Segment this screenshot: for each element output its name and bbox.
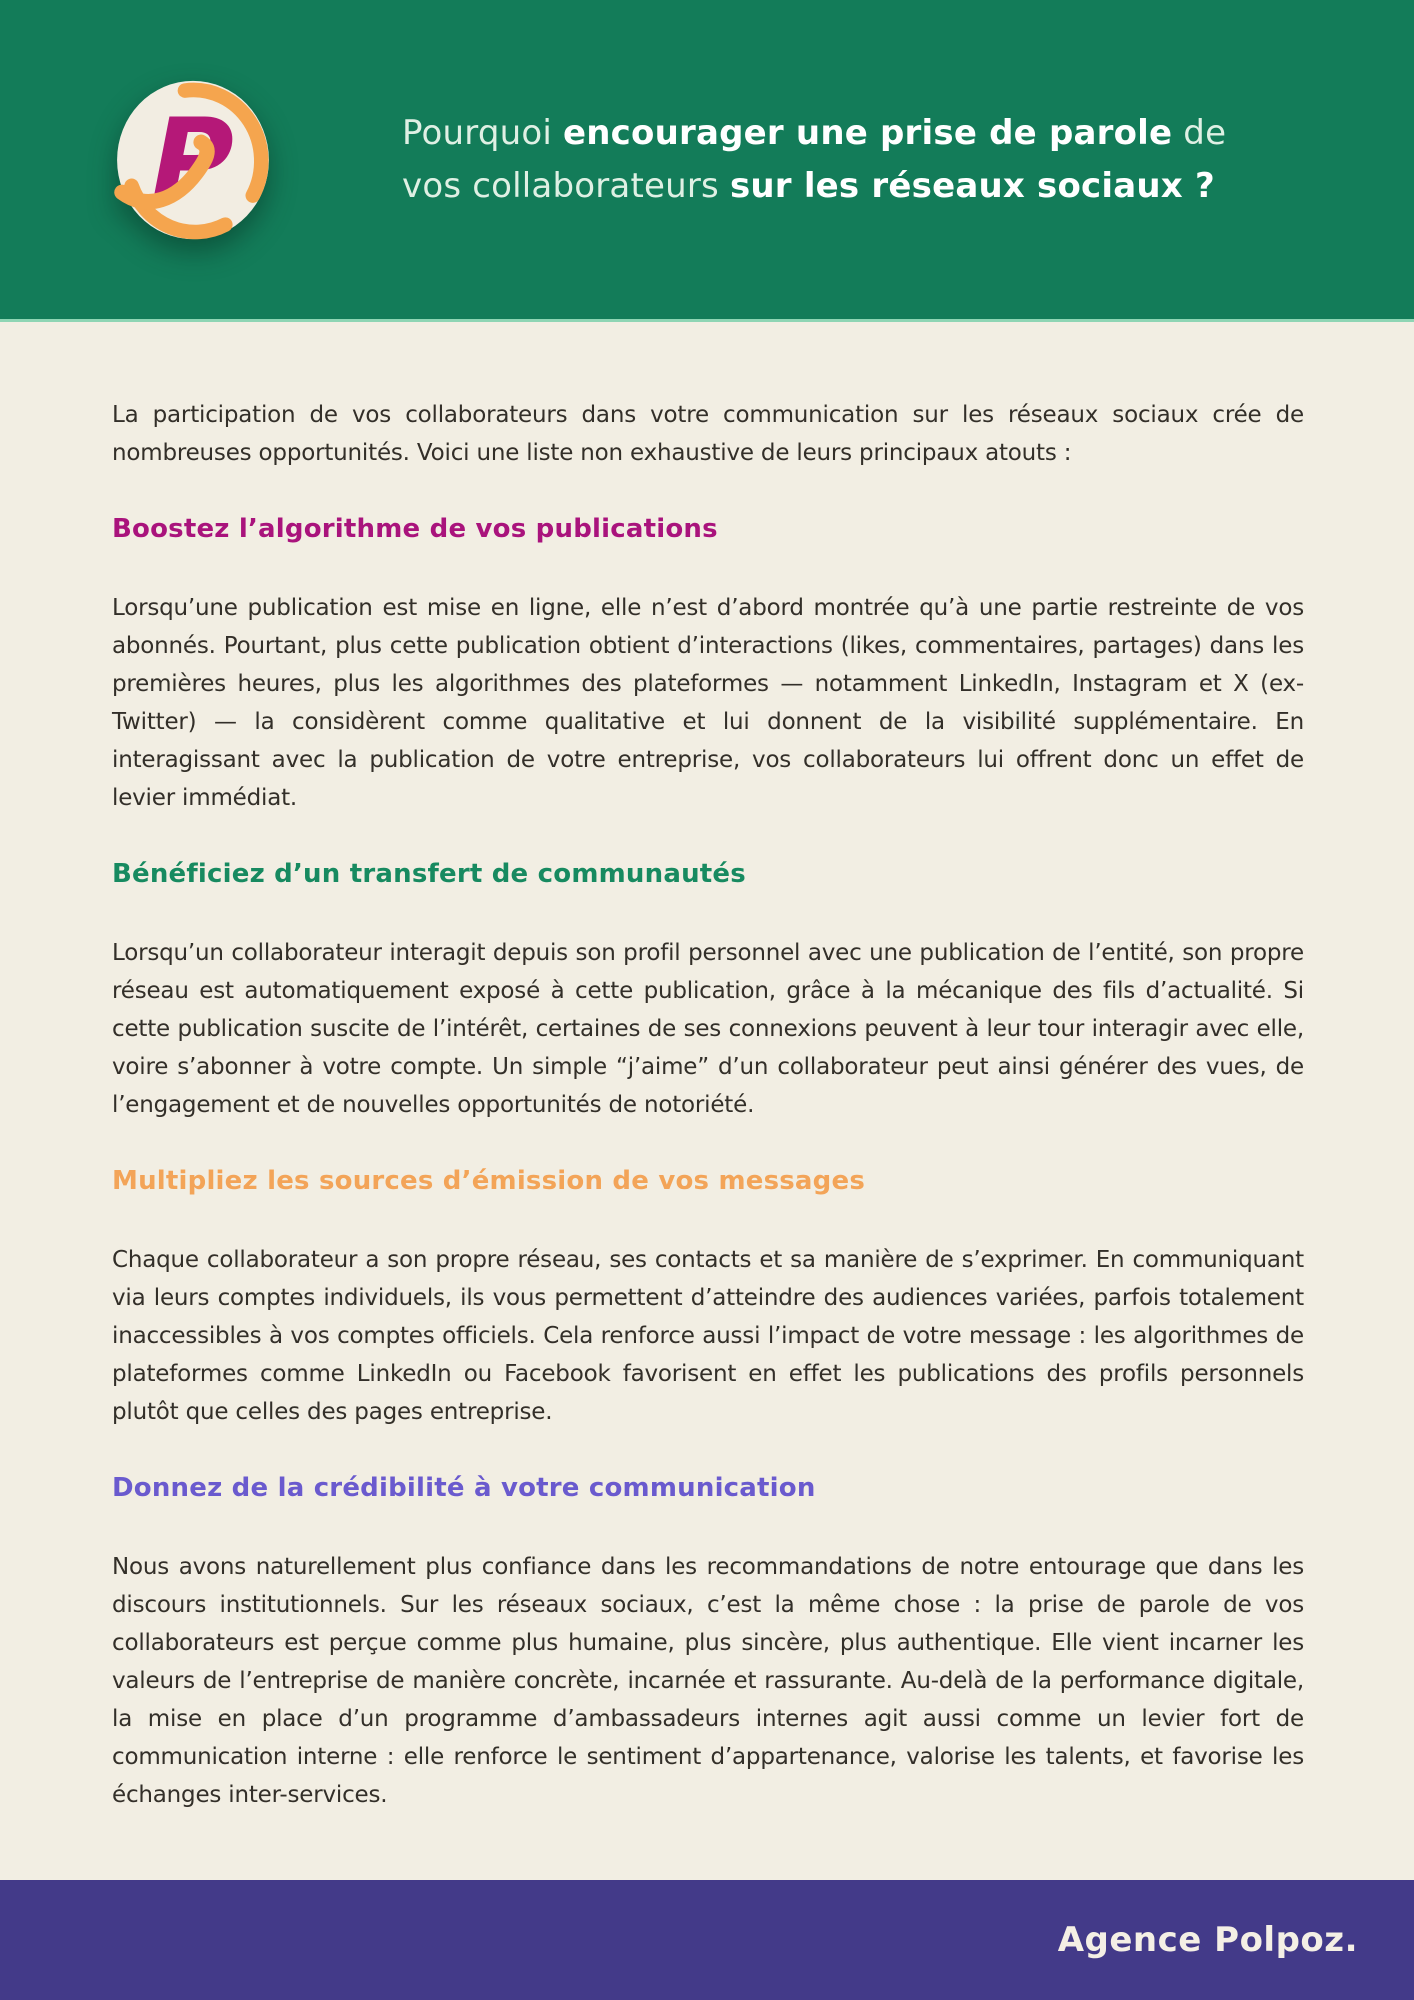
title-bold-text: sur les réseaux sociaux ? bbox=[729, 165, 1215, 206]
section-heading-message-sources: Multipliez les sources d’émission de vos messages bbox=[112, 1166, 865, 1196]
section-paragraph-community-transfer: Lorsqu’un collaborateur interagit depuis son profil personnel avec une publication de l’entité, son propre réseau est automatiquement exposé à cette publication, grâce à la mécanique des fils d’actualité. Si cette publication suscite de l’intérêt, certaines de ses connexions peuvent à leur tour interagir avec elle, voire s’abonner à votre compte. Un simple “j’aime” d’un collaborateur peut ainsi générer des vues, de l’engagement et de nouvelles opportunités de notoriété. bbox=[112, 940, 1304, 1118]
intro-paragraph: La participation de vos collaborateurs dans votre communication sur les réseaux sociaux crée de nombreuses opportunités. Voici une liste non exhaustive de leurs principaux atouts : bbox=[112, 402, 1304, 466]
page-title bbox=[402, 107, 1226, 213]
title-regular-text: de bbox=[1172, 112, 1227, 153]
section-paragraph-credibility: Nous avons naturellement plus confiance dans les recommandations de notre entourage que dans les discours institutionnels. Sur les réseaux sociaux, c’est la même chose : la prise de parole de vos collaborateurs est perçue comme plus humaine, plus sincère, plus authentique. Elle vient incarner les valeurs de l’entreprise de manière concrète, incarnée et rassurante. Au-delà de la performance digitale, la mise en place d’un programme d’ambassadeurs internes agit aussi comme un levier fort de communication interne : elle renforce le sentiment d’appartenance, valorise les talents, et favorise les échanges inter-services. bbox=[112, 1554, 1304, 1808]
header-banner bbox=[0, 0, 1414, 322]
polpoz-logo-icon bbox=[112, 76, 274, 244]
article-body bbox=[0, 322, 1414, 1880]
logo-letter-p: P bbox=[151, 93, 234, 226]
section-paragraph-boost-algorithm: Lorsqu’une publication est mise en ligne, elle n’est d’abord montrée qu’à une partie restreinte de vos abonnés. Pourtant, plus cette publication obtient d’interactions (likes, commentaires, partages) dans les premières heures, plus les algorithmes des plateformes — notamment LinkedIn, Instagram et X (ex-Twitter) — la considèrent comme qualitative et lui donnent de la visibilité supplémentaire. En interagissant avec la publication de votre entreprise, vos collaborateurs lui offrent donc un effet de levier immédiat. bbox=[112, 595, 1304, 811]
title-regular-text: vos collaborateurs bbox=[402, 165, 730, 206]
title-regular-text: Pourquoi bbox=[402, 112, 564, 153]
agency-logo bbox=[112, 76, 274, 244]
agency-name: Agence Polpoz. bbox=[1057, 1920, 1358, 1960]
section-heading-boost-algorithm: Boostez l’algorithme de vos publications bbox=[112, 514, 718, 544]
section-paragraph-message-sources: Chaque collaborateur a son propre réseau, ses contacts et sa manière de s’exprimer. En communiquant via leurs comptes individuels, ils vous permettent d’atteindre des audiences variées, parfois totalement inaccessibles à vos comptes officiels. Cela renforce aussi l’impact de votre message : les algorithmes de plateformes comme LinkedIn ou Facebook favorisent en effet les publications des profils personnels plutôt que celles des pages entreprise. bbox=[112, 1247, 1304, 1425]
title-bold-text: encourager une prise de parole bbox=[563, 112, 1173, 153]
section-heading-community-transfer: Bénéficiez d’un transfert de communautés bbox=[112, 859, 746, 889]
footer-bar bbox=[0, 1880, 1414, 2000]
section-heading-credibility: Donnez de la crédibilité à votre communication bbox=[112, 1473, 816, 1503]
